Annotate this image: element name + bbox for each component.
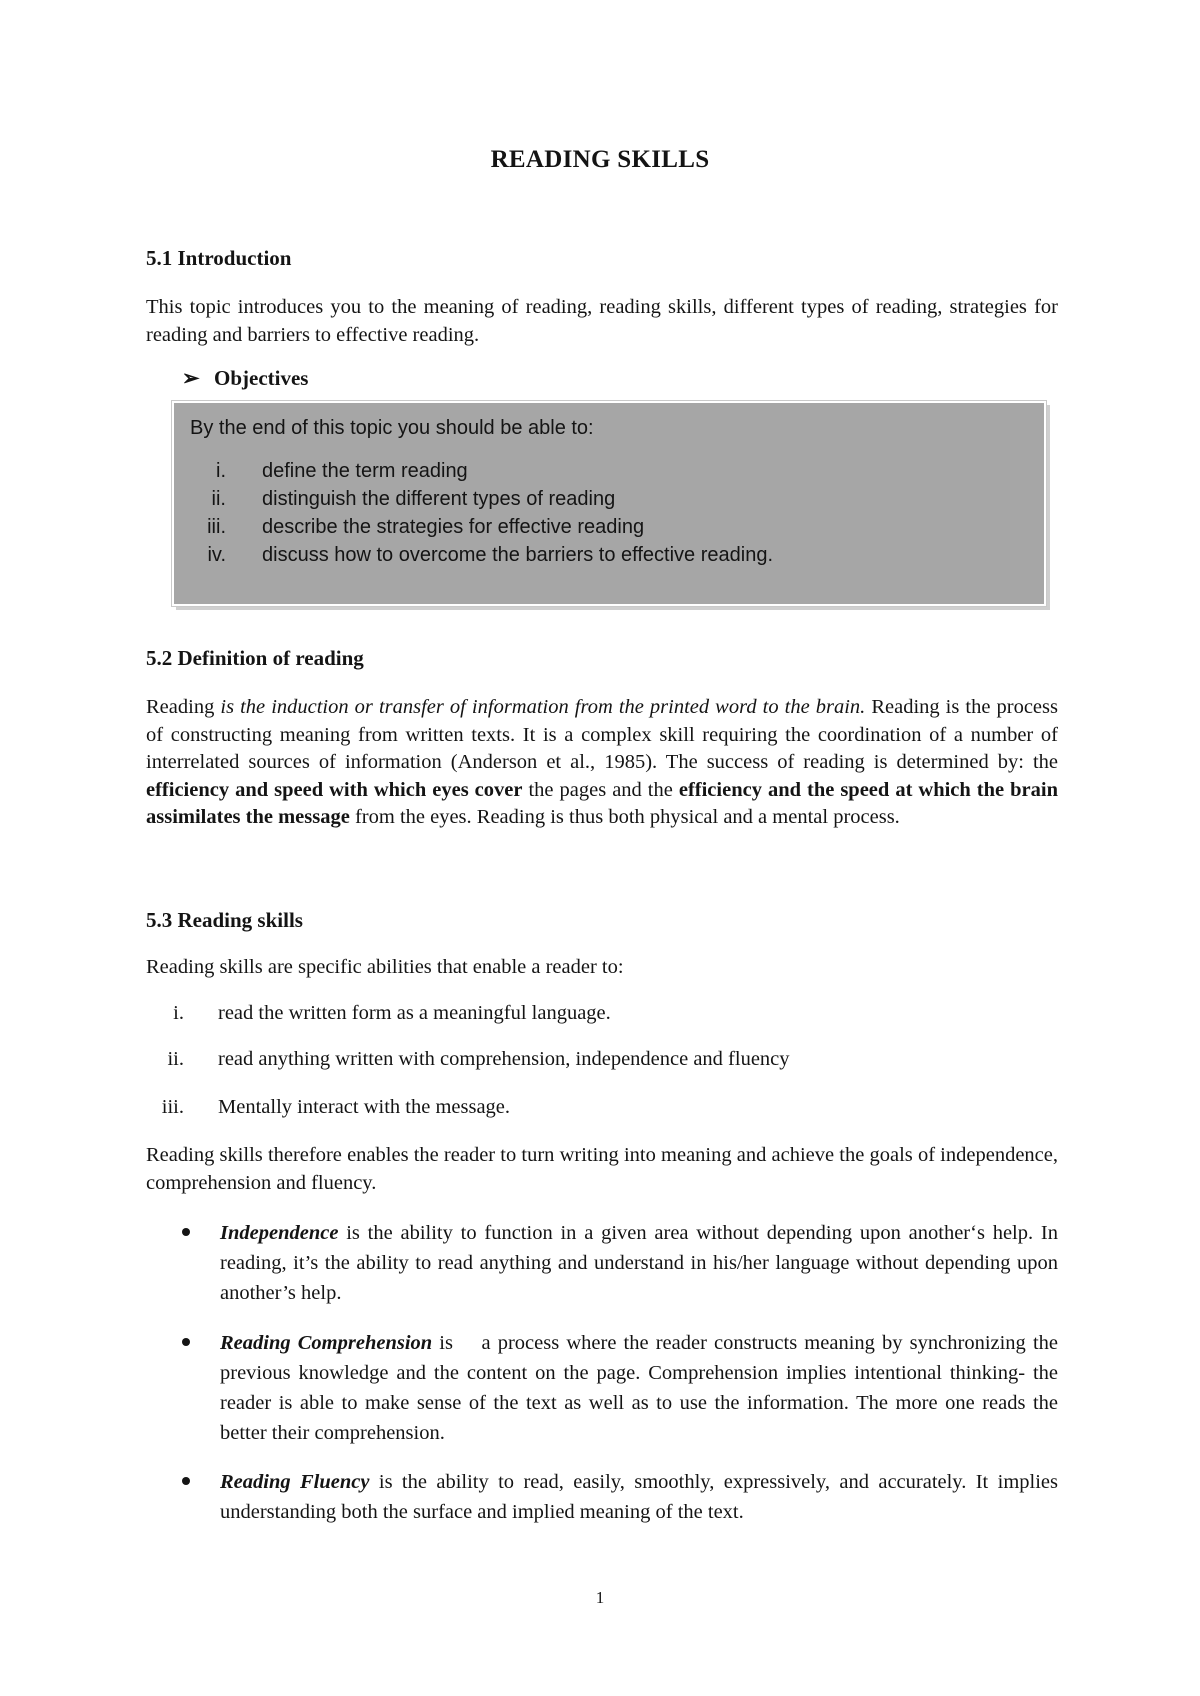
definition-paragraph	[146, 694, 1058, 832]
definition-italic-text: is the induction or transfer of information from the printed word to the brain.	[220, 696, 866, 718]
bullet-dot-icon	[182, 1338, 190, 1346]
bullet-dot-icon	[182, 1477, 190, 1485]
page-title: READING SKILLS	[490, 146, 710, 173]
bullet-term: Independence	[220, 1222, 339, 1244]
section-heading-5-1: 5.1 Introduction	[146, 246, 292, 270]
objectives-box	[172, 401, 1046, 606]
definition-bold-text: efficiency and the speed at which the brain assimilates the message	[146, 778, 1058, 828]
bullet-description: is the ability to read, easily, smoothly, expressively, and accurately. It implies understanding both the surface and implied meaning of the text.	[220, 1471, 1058, 1523]
list-text: read the written form as a meaningful language.	[218, 1002, 611, 1024]
definition-text: Reading is the process of constructing meaning from written texts. It is a complex skill requiring the coordination of a number of interrelated sources of information (Anderson et al., 1985). The success of reading is determined by: the	[146, 696, 1058, 773]
arrow-bullet-icon: ➢	[182, 366, 200, 390]
intro-paragraph: This topic introduces you to the meaning of reading, reading skills, different types of reading, strategies for reading and barriers to effective reading.	[146, 296, 1058, 346]
list-number: i.	[173, 1002, 184, 1024]
objective-text: distinguish the different types of reading	[262, 488, 616, 510]
bullet-term: Reading Fluency	[220, 1471, 370, 1493]
bullet-description: is a process where the reader constructs meaning by synchronizing the previous knowledge and the content on the page. Comprehension implies intentional thinking- the reader is able to make sense of the text as well as to use the information. The more one reads the better their comprehension.	[220, 1332, 1064, 1444]
objective-text: define the term reading	[262, 460, 468, 482]
list-text: Mentally interact with the message.	[218, 1096, 511, 1118]
bullet-text	[220, 1218, 1058, 1308]
bullet-term: Reading Comprehension	[220, 1332, 433, 1354]
bullet-description: is the ability to function in a given area without depending upon another‘s help. In reading, it’s the ability to read anything and understand in his/her language without depending upon another’s help.	[220, 1222, 1058, 1304]
list-text: read anything written with comprehension, independence and fluency	[218, 1048, 790, 1070]
skills-summary: Reading skills therefore enables the reader to turn writing into meaning and achieve the goals of independence, comprehension and fluency.	[146, 1144, 1058, 1194]
bullet-dot-icon	[182, 1228, 190, 1236]
section-heading-5-3: 5.3 Reading skills	[146, 908, 303, 932]
page-number: 1	[595, 1588, 605, 1607]
skills-intro: Reading skills are specific abilities that enable a reader to:	[146, 956, 624, 978]
list-number: ii.	[167, 1048, 184, 1070]
objective-number: i.	[216, 460, 226, 482]
definition-text: the pages and the	[522, 778, 679, 801]
objective-text: describe the strategies for effective reading	[262, 516, 645, 538]
objective-number: iv.	[207, 544, 226, 566]
definition-bold-text: efficiency and speed with which eyes cover	[146, 778, 523, 801]
objectives-intro: By the end of this topic you should be able to:	[190, 417, 594, 439]
definition-text: Reading	[146, 696, 221, 718]
bullet-text	[220, 1467, 1058, 1527]
definition-text: from the eyes. Reading is thus both physical and a mental process.	[349, 806, 900, 828]
objective-number: ii.	[211, 488, 226, 510]
list-number: iii.	[161, 1096, 184, 1118]
objectives-label: Objectives	[214, 366, 309, 390]
objective-text: discuss how to overcome the barriers to effective reading.	[262, 544, 773, 566]
objective-number: iii.	[207, 516, 226, 538]
objectives-heading	[182, 366, 308, 391]
section-heading-5-2: 5.2 Definition of reading	[146, 646, 364, 670]
bullet-text	[220, 1328, 1064, 1448]
